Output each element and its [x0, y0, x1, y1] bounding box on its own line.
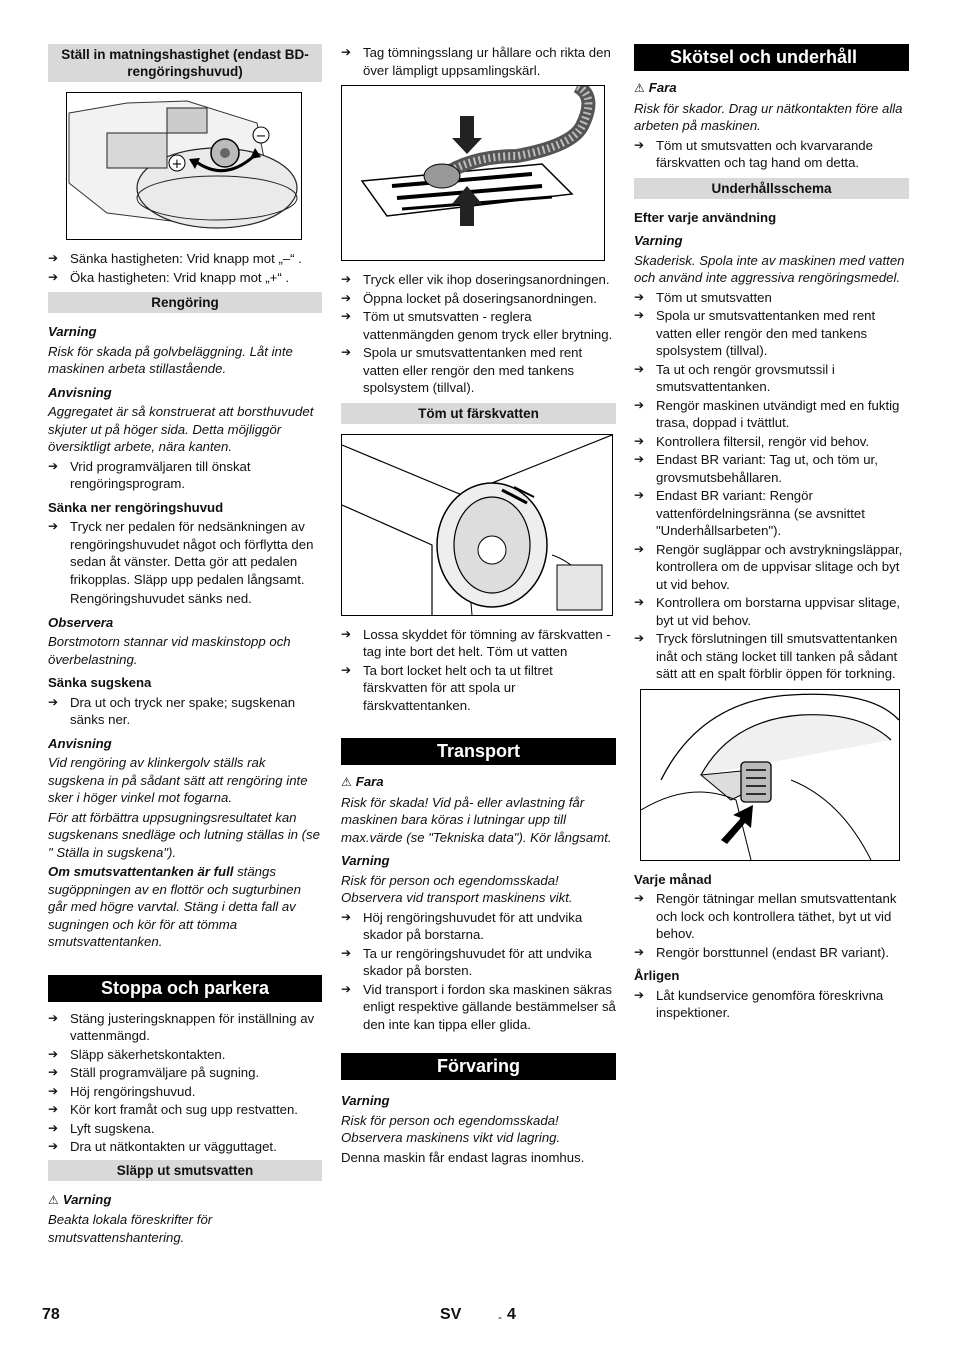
page-number: 78: [42, 1306, 60, 1323]
list-item: ➔ Stäng justeringsknappen för inställning av vattenmängd.: [48, 1010, 322, 1045]
list-item: ➔ Öppna locket på doseringsanordningen.: [341, 290, 616, 308]
varning-label: Varning: [48, 324, 97, 339]
list-item: ➔ Tryck ner pedalen för nedsänkningen av rengöringshuvudet något och förflytta den sedan åt vänster. Detta gör att pedalen frikopplas. Släpp upp pedalen långsamt.: [48, 518, 322, 588]
list-item: ➔ Vid transport i fordon ska maskinen säkras enligt respektive gällande bestämmelser så den inte kan tippa eller glida.: [341, 981, 616, 1034]
list-item: ➔ Lyft sugskena.: [48, 1120, 322, 1138]
footer-dash: -: [498, 1310, 502, 1324]
anvisning2-bold: Om smutsvattentanken är full: [48, 864, 234, 879]
list-item: ➔ Kör kort framåt och sug upp restvatten.: [48, 1101, 322, 1119]
list-item: ➔ Sänka hastigheten: Vrid knapp mot „–“ .: [48, 250, 322, 268]
list-item: ➔ Dra ut nätkontakten ur vägguttaget.: [48, 1138, 322, 1156]
yearly-list: [634, 987, 909, 1022]
transport-heading: Transport: [341, 738, 616, 765]
section-number: 4: [507, 1306, 516, 1323]
storage-varning-text: Risk för person och egendomsskada! Observera maskinens vikt vid lagring.: [341, 1112, 561, 1145]
speed-list: [48, 250, 322, 286]
fresh-heading: Töm ut färskvatten: [341, 403, 616, 424]
storage-heading: Förvaring: [341, 1053, 616, 1080]
list-item: ➔ Låt kundservice genomföra föreskrivna inspektioner.: [634, 987, 909, 1022]
list-item: ➔ Tryck förslutningen till smutsvattentanken inåt och stäng locket till tanken på sådant sätt att en spalt förblir öppen för torkning.: [634, 630, 909, 683]
column-middle: ➔ Tag tömningsslang ur hållare och rikta den över lämpligt uppsamlingskärl. ➔ Tryck eller vik ihop doseringsanordningen. ➔ Öppna locket på doseringsanordningen. ➔ Töm ut smutsvatten - reglera vattenmängden genom tryck eller brytning. ➔ Spola ur smutsvattentanken med rent vatten eller rengör den med tankens spolsystem (tillval). Töm ut färskvatten ➔ Lossa skyddet för tömning av färskvatten - tag inte bort det helt. Töm ut vatten ➔ Ta bort locket helt och ta ut filtret färskvatten för att spola ur färskvattentanken. Transport ⚠ Fara Risk för skada! Vid på- eller avlastning får maskinen bara köras i lutningar upp till max.värde (se "Tekniska data"). Kör långsamt. Varning Risk för person och egendomsskada! Observera vid transport maskinens vikt. ➔ Höj rengöringshuvudet för att undvika skador på borstarna. ➔ Ta ur rengöringshuvudet för att undvika skador på borsten. ➔ Vid transport i fordon ska maskinen säkras enligt respektive gällande bestämmelser så den inte kan tippa eller glida. Förvaring Varning Risk för person och egendomsskada! Observera maskinens vikt vid lagring. Denna maskin får endast lagras inomhus.: [341, 44, 616, 1168]
list-item: ➔ Endast BR variant: Tag ut, och töm ur, grovsmutsbehållaren.: [634, 451, 909, 486]
varning-text: Skaderisk. Spola inte av maskinen med vatten och använd inte aggressiva rengöringsmedel.: [634, 252, 905, 285]
lower-head-heading: Sänka ner rengöringshuvud: [48, 499, 224, 515]
fara-text: Risk för skada! Vid på- eller avlastning får maskinen bara köras i lutningar upp till max.värde (se "Tekniska data"). Kör långsamt.: [341, 794, 612, 845]
list-item: ➔ Tryck eller vik ihop doseringsanordningen.: [341, 271, 616, 289]
list-item: ➔ Höj rengöringshuvud.: [48, 1083, 322, 1101]
stop-list: [48, 1010, 322, 1156]
fresh-list: [341, 626, 616, 715]
minus-symbol: −: [255, 129, 267, 144]
figure-speed-knob: [66, 92, 302, 240]
care-heading: Skötsel och underhåll: [634, 44, 909, 71]
figure-freshwater-cap: [341, 434, 613, 616]
transport-list: [341, 909, 616, 1034]
tank-lid-illustration: [641, 690, 899, 860]
list-item: ➔ Töm ut smutsvatten - reglera vattenmängden genom tryck eller brytning.: [341, 308, 616, 343]
varning-label: Varning: [634, 233, 683, 248]
varning-label: Varning: [341, 853, 390, 868]
list-item: ➔ Öka hastigheten: Vrid knapp mot „+“ .: [48, 269, 322, 287]
list-item: ➔ Kontrollera filtersil, rengör vid behov.: [634, 433, 909, 451]
anvisning-text: Aggregatet är så konstruerat att borsthuvudet skjuter ut på höger sida. Detta möjliggör översiktligt arbete, nära kanten.: [48, 404, 314, 454]
anvisning2-text1: Vid rengöring av klinkergolv ställs rak sugskena in på sådant sätt att rengöring inte sker i höger vinkel mot fogarna.: [48, 755, 308, 805]
list-item: ➔ Rengör sugläppar och avstrykningsläppar, kontrollera om de uppvisar slitage och byt ut vid behov.: [634, 541, 909, 594]
list-item: ➔ Höj rengöringshuvudet för att undvika skador på borstarna.: [341, 909, 616, 944]
schedule-heading: Underhållsschema: [634, 178, 909, 199]
lower-head-result: Rengöringshuvudet sänks ned.: [70, 591, 252, 606]
freshwater-cap-illustration: [342, 435, 612, 615]
list-item: ➔ Ta ut och rengör grovsmutssil i smutsvattentanken.: [634, 361, 909, 396]
plus-symbol: +: [171, 157, 183, 172]
storage-text: Denna maskin får endast lagras inomhus.: [341, 1149, 585, 1165]
observera-text: Borstmotorn stannar vid maskinstopp och överbelastning.: [48, 634, 291, 667]
after-use-list: [634, 289, 909, 683]
stop-heading: Stoppa och parkera: [48, 975, 322, 1002]
list-item: ➔ Dra ut och tryck ner spake; sugskenan sänks ner.: [48, 694, 322, 729]
column-right: Skötsel och underhåll ⚠ Fara Risk för skador. Drag ur nätkontakten före alla arbeten på maskinen. ➔ Töm ut smutsvatten och kvarvarande färskvatten och tag hand om detta. Underhållsschema Efter varje användning Varning Skaderisk. Spola inte av maskinen med vatten och använd inte aggressiva rengöringsmedel. ➔ Töm ut smutsvatten ➔ Spola ur smutsvattentanken med rent vatten eller rengör den med tankens spolsystem (tillval). ➔ Ta ut och rengör grovsmutssil i smutsvattentanken. ➔ Rengör maskinen utvändigt med en fuktig trasa, doppad i tvättlut. ➔ Kontrollera filtersil, rengör vid behov. ➔ Endast BR variant: Tag ut, och töm ur, grovsmutsbehållaren. ➔ Endast BR variant: Rengör vattenfördelningsränna (se avsnittet "Underhållsarbeten"). ➔ Rengör sugläppar och avstrykningsläppar, kontrollera om de uppvisar slitage och byt ut vid behov. ➔ Kontrollera om borstarna uppvisar slitage, byt ut vid behov. ➔ Tryck förslutningen till smutsvattentanken inåt och stäng locket till tanken på sådant sätt att en spalt förblir öppen för torkning. Varje månad ➔ Rengör tätningar mellan smutsvattentank och lock och kontrollera täthet, byt ut vid behov. ➔ Rengör borsttunnel (endast BR variant). Årligen ➔ Låt kundservice genomföra föreskrivna inspektioner.: [634, 44, 909, 1024]
varning-text: Risk för skada på golvbeläggning. Låt inte maskinen arbeta stillastående.: [48, 343, 293, 376]
warning-triangle-icon: ⚠: [341, 775, 352, 789]
dirty-heading: Släpp ut smutsvatten: [48, 1160, 322, 1181]
list-item: ➔ Vrid programväljaren till önskat rengöringsprogram.: [48, 458, 322, 493]
list-item: ➔ Ställ programväljare på sugning.: [48, 1064, 322, 1082]
list-item: ➔ Ta bort locket helt och ta ut filtret färskvatten för att spola ur färskvattentanken.: [341, 662, 616, 715]
list-item: ➔ Rengör maskinen utvändigt med en fuktig trasa, doppad i tvättlut.: [634, 397, 909, 432]
yearly-heading: Årligen: [634, 968, 680, 983]
monthly-list: [634, 890, 909, 961]
list-item: ➔ Släpp säkerhetskontakten.: [48, 1046, 322, 1064]
warning-triangle-icon: ⚠: [634, 81, 645, 95]
list-item: ➔ Lossa skyddet för tömning av färskvatten - tag inte bort det helt. Töm ut vatten: [341, 626, 616, 661]
speed-knob-illustration: [67, 93, 301, 239]
monthly-heading: Varje månad: [634, 871, 712, 887]
cleaning-heading: Rengöring: [48, 292, 322, 313]
storage-varning-label: Varning: [341, 1093, 390, 1108]
language-code: SV: [440, 1306, 462, 1323]
fara-text: Risk för skador. Drag ur nätkontakten före alla arbeten på maskinen.: [634, 100, 903, 133]
list-item: ➔ Ta ur rengöringshuvudet för att undvika skador på borsten.: [341, 945, 616, 980]
varning-text: Risk för person och egendomsskada! Observera vid transport maskinens vikt.: [341, 872, 573, 905]
list-item: ➔ Spola ur smutsvattentanken med rent vatten eller rengör den med tankens spolsystem (tillval).: [634, 307, 909, 360]
column-left: Ställ in matningshastighet (endast BD-rengöringshuvud) + − ➔ Sänka hastigheten: Vrid knapp mot „–“ . ➔ Öka hastigheten: Vrid knapp mot „+“ . Rengöring Varning Risk för skada på golvbeläggning. Låt inte maskinen arbeta stillastående. Anvisning Aggregatet är så konstruerat att borsthuvudet skjuter ut på höger sida. Detta möjliggör översiktligt arbete, nära kanten. ➔ Vrid programväljaren till önskat rengöringsprogram. Sänka ner rengöringshuvud ➔ Tryck ner pedalen för nedsänkningen av rengöringshuvudet något och förflytta den sedan åt vänster. Detta gör att pedalen frikopplas. Släpp upp pedalen långsamt. Rengöringshuvudet sänks ned. Observera Borstmotorn stannar vid maskinstopp och överbelastning. Sänka sugskena ➔ Dra ut och tryck ner spake; sugskenan sänks ner. Anvisning Vid rengöring av klinkergolv ställs rak sugskena in på sådant sätt att rengöring inte sker i höger vinkel mot fogarna. För att förbättra uppsugningsresultatet kan sugskenans snedläge och lutning ställas in (se " Ställa in sugskena"). Om smutsvattentanken är full stängs sugöppningen av en flottör och sugturbinen går med högre varvtal. Stäng i detta fall av sugningen och kör för att tömma smutsvattentanken. Stoppa och parkera ➔ Stäng justeringsknappen för inställning av vattenmängd. ➔ Släpp säkerhetskontakten. ➔ Ställ programväljare på sugning. ➔ Höj rengöringshuvud. ➔ Kör kort framåt och sug upp restvatten. ➔ Lyft sugskena. ➔ Dra ut nätkontakten ur vägguttaget. Släpp ut smutsvatten ⚠ Varning Beakta lokala föreskrifter för smutsvattenshantering.: [48, 44, 322, 1248]
list-item: ➔ Tag tömningsslang ur hållare och rikta den över lämpligt uppsamlingskärl.: [341, 44, 616, 79]
anvisning2-label: Anvisning: [48, 735, 112, 751]
figure-hose: [341, 85, 605, 261]
anvisning2-text3: Om smutsvattentanken är full stängs sugöppningen av en flottör och sugturbinen går med högre varvtal. Stäng i detta fall av sugningen och kör för att tömma smutsvattentanken.: [48, 864, 301, 949]
anvisning2-text2: För att förbättra uppsugningsresultatet kan sugskenans snedläge och lutning ställas in (se " Ställa in sugskena").: [48, 809, 320, 860]
dose-list: [341, 271, 616, 397]
squeegee-heading: Sänka sugskena: [48, 675, 152, 690]
list-item: ➔ Kontrollera om borstarna uppvisar slitage, byt ut vid behov.: [634, 594, 909, 629]
after-use-heading: Efter varje användning: [634, 209, 777, 225]
anvisning-label: Anvisning: [48, 384, 112, 400]
drain-hose-illustration: [342, 86, 604, 260]
speed-heading: Ställ in matningshastighet (endast BD-rengöringshuvud): [48, 44, 322, 82]
list-item: ➔ Spola ur smutsvattentanken med rent vatten eller rengör den med tankens spolsystem (tillval).: [341, 344, 616, 397]
observera-label: Observera: [48, 614, 114, 630]
list-item: ➔ Töm ut smutsvatten och kvarvarande färskvatten och tag hand om detta.: [634, 137, 909, 172]
list-item: ➔ Rengör borsttunnel (endast BR variant).: [634, 944, 909, 962]
list-item: ➔ Endast BR variant: Rengör vattenfördelningsränna (se avsnittet "Underhållsarbeten").: [634, 487, 909, 540]
dirty-warn-text: Beakta lokala föreskrifter för smutsvattenshantering.: [48, 1212, 213, 1245]
list-item: ➔ Töm ut smutsvatten: [634, 289, 909, 307]
figure-tank-lid: [640, 689, 900, 861]
warning-triangle-icon: ⚠: [48, 1192, 59, 1207]
list-item: ➔ Rengör tätningar mellan smutsvattentank och lock och kontrollera täthet, byt ut vid behov.: [634, 890, 909, 943]
